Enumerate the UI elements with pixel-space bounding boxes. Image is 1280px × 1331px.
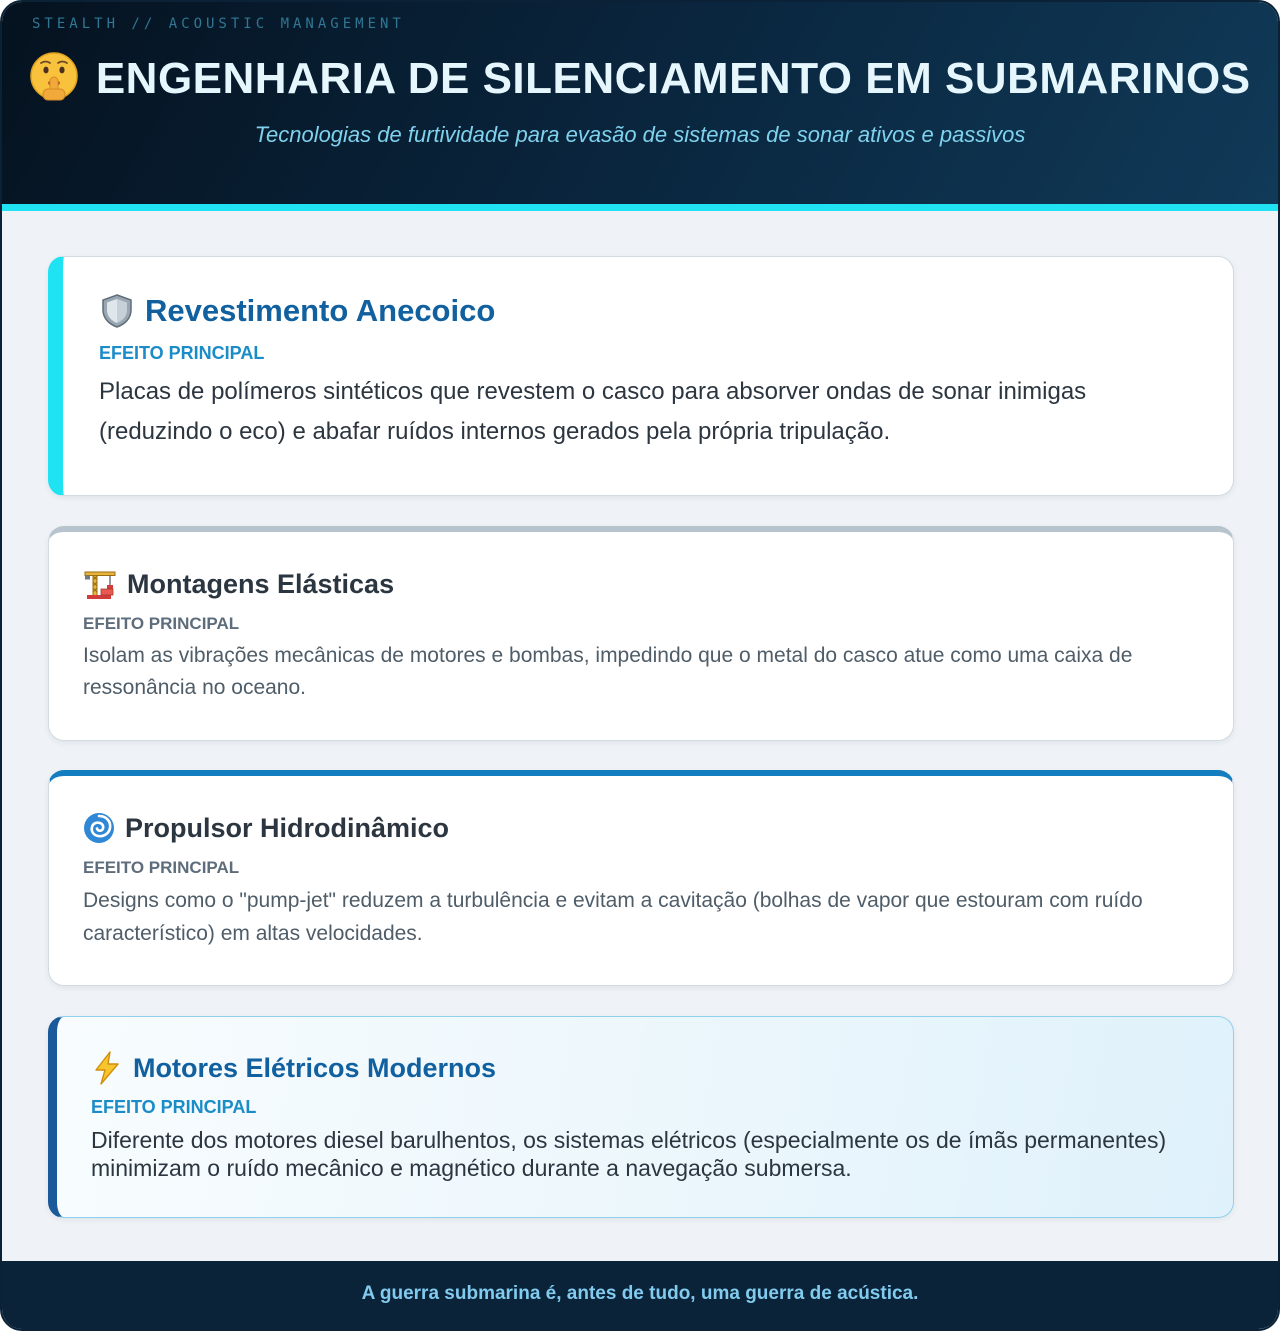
card-title: Revestimento Anecoico [145,293,496,328]
card-label: EFEITO PRINCIPAL [83,614,240,633]
card-title-row [83,812,1193,844]
card-electric-motors [48,1016,1234,1218]
cyclone-icon [83,812,115,844]
shield-icon [99,293,135,329]
crane-icon [83,568,117,600]
card-text: Diferente dos motores diesel barulhentos, os sistemas elétricos (especialmente os de ímãs permanentes) minimizam o ruído mecânico e magnético durante a navegação submersa. [91,1127,1167,1181]
card-title: Motores Elétricos Modernos [133,1052,497,1083]
card-label: EFEITO PRINCIPAL [91,1097,257,1117]
header-kicker: STEALTH // ACOUSTIC MANAGEMENT [32,16,405,32]
page-title: ENGENHARIA DE SILENCIAMENTO EM SUBMARINOS [95,54,1251,103]
card-title-row [91,1051,1193,1085]
card-hydrodynamic-propulsor [48,770,1234,986]
card-title: Propulsor Hidrodinâmico [125,812,450,843]
card-text: Isolam as vibrações mecânicas de motores e bombas, impedindo que o metal do casco atue como uma caixa de ressonância no oceano. [83,644,1133,699]
card-title: Montagens Elásticas [127,568,395,599]
page-subtitle: Tecnologias de furtividade para evasão de sistemas de sonar ativos e passivos [254,122,1026,147]
card-text: Designs como o "pump-jet" reduzem a turbulência e evitam a cavitação (bolhas de vapor que estouram com ruído característico) em altas velocidades. [83,889,1143,945]
page-header [2,2,1278,211]
card-elastic-mounts [48,526,1234,741]
shushing-face-icon [29,51,79,101]
card-label: EFEITO PRINCIPAL [83,858,240,877]
footer-text: A guerra submarina é, antes de tudo, uma guerra de acústica. [361,1283,919,1304]
card-title-row [99,293,1193,329]
card-title-row [83,568,1193,600]
card-anechoic-coating [48,256,1234,496]
card-text: Placas de polímeros sintéticos que revestem o casco para absorver ondas de sonar inimigas (reduzindo o eco) e abafar ruídos internos gerados pela própria tripulação. [99,378,1087,445]
title-row [2,54,1278,104]
card-label: EFEITO PRINCIPAL [99,343,265,363]
page-footer [2,1261,1278,1329]
lightning-icon [91,1051,123,1085]
